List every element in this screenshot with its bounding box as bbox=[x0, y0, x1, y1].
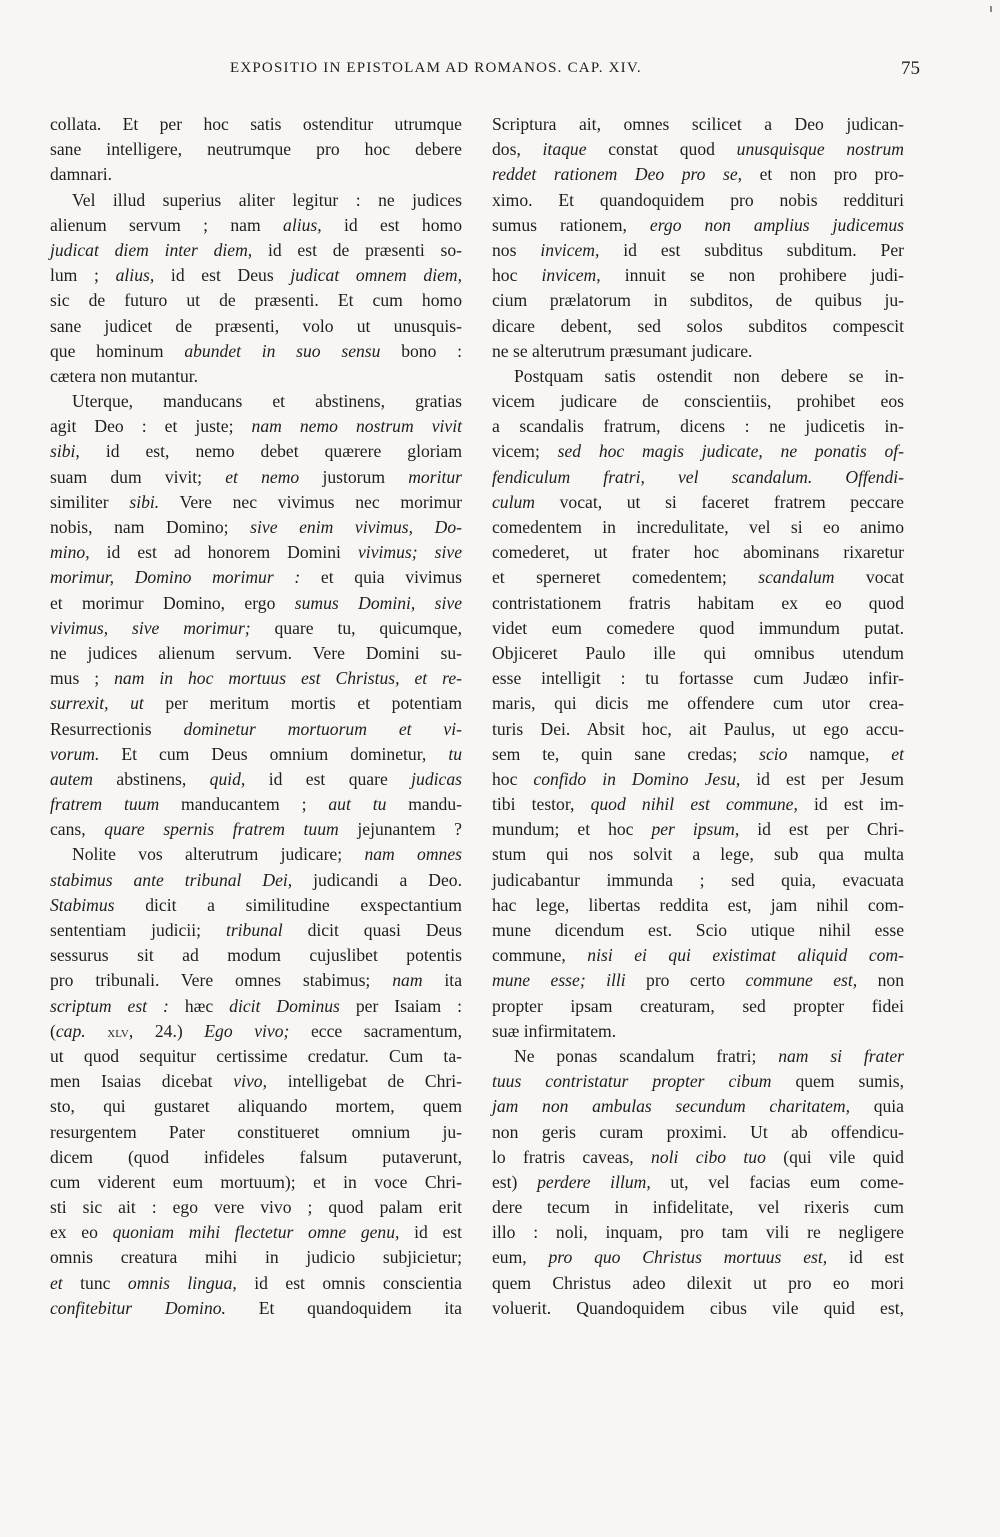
text-run: invicem, bbox=[541, 265, 601, 286]
text-line bbox=[492, 616, 904, 641]
text-run: que hominum bbox=[50, 340, 185, 361]
text-run: scio bbox=[759, 743, 788, 764]
text-run: voluerit. Quandoquidem cibus vile quid est, bbox=[492, 1297, 904, 1318]
text-run: mune esse; illi bbox=[492, 970, 626, 991]
text-line bbox=[492, 1094, 904, 1119]
text-line bbox=[492, 717, 904, 742]
text-line bbox=[492, 540, 904, 565]
text-run: ergo non amplius judicemus bbox=[649, 214, 904, 235]
text-line bbox=[50, 364, 462, 389]
text-line bbox=[492, 314, 904, 339]
text-run: dicit Dominus bbox=[229, 995, 340, 1016]
text-run: quoniam mihi flectetur omne genu, bbox=[112, 1222, 400, 1243]
text-run: innuit se non prohibere judi- bbox=[600, 265, 904, 286]
text-line bbox=[492, 1044, 904, 1069]
text-run: Nolite vos alterutrum judicare; bbox=[72, 844, 365, 865]
text-run: intelligebat de Chri- bbox=[266, 1071, 462, 1092]
text-run: ex eo bbox=[50, 1222, 113, 1243]
text-line bbox=[492, 213, 904, 238]
text-run: quem Christus adeo dilexit ut pro eo mori bbox=[492, 1272, 904, 1293]
text-run: esse intelligit : tu fortasse cum Judæo infir- bbox=[492, 668, 904, 689]
text-run: surrexit, ut bbox=[50, 693, 144, 714]
text-line bbox=[492, 868, 904, 893]
text-line bbox=[50, 1271, 462, 1296]
text-run: dicare debent, sed solos subditos compescit bbox=[492, 315, 904, 336]
text-line bbox=[492, 1220, 904, 1245]
text-run: dicit quasi Deus bbox=[282, 920, 463, 940]
text-run: noli cibo tuo bbox=[651, 1146, 766, 1167]
text-run: culum bbox=[492, 491, 535, 512]
left-text-column bbox=[50, 112, 462, 1321]
text-run: id est de præsenti so- bbox=[252, 239, 462, 260]
text-run: moritur bbox=[408, 466, 462, 487]
text-run: sem te, quin sane credas; bbox=[492, 743, 760, 764]
text-line bbox=[492, 389, 904, 414]
page-mark bbox=[990, 6, 992, 12]
text-run: Uterque, manducans et abstinens, gratias bbox=[72, 391, 462, 412]
text-run: vocat bbox=[834, 567, 904, 588]
text-run: cætera non mutantur. bbox=[50, 365, 199, 386]
text-line bbox=[492, 137, 904, 162]
text-line bbox=[50, 439, 462, 464]
text-run: nos bbox=[492, 239, 541, 260]
text-run: alienum servum ; nam bbox=[50, 214, 284, 235]
text-line bbox=[50, 1220, 462, 1245]
text-run: Stabimus bbox=[50, 894, 115, 915]
text-run: pro certo bbox=[625, 970, 746, 991]
text-run: sibi, bbox=[50, 441, 80, 462]
text-run: id est per Chri- bbox=[739, 819, 904, 840]
text-run: id est ad honorem Domini bbox=[89, 542, 358, 563]
text-run: ne judices alienum servum. Vere Domini su- bbox=[50, 642, 462, 663]
text-line bbox=[50, 1195, 462, 1220]
text-run: ne se alterutrum præsumant judicare. bbox=[492, 340, 753, 361]
text-run: fratrem tuum bbox=[50, 794, 160, 815]
text-line bbox=[492, 742, 904, 767]
text-run: tuus contristatur propter cibum bbox=[492, 1071, 772, 1092]
text-run: reddet rationem Deo pro se, bbox=[492, 164, 743, 185]
text-run: judicabantur immunda ; sed quia, evacuata bbox=[492, 869, 904, 890]
text-run: sane judicet de præsenti, volo ut unusquis- bbox=[50, 315, 462, 336]
text-run: dicit a similitudine exspectantium bbox=[114, 894, 462, 915]
text-run: sto, qui gustaret aliquando mortem, quem bbox=[50, 1096, 462, 1117]
text-run: tribunal bbox=[225, 920, 283, 940]
text-run: nam omnes bbox=[364, 844, 462, 865]
text-line bbox=[492, 112, 904, 137]
text-run: constat quod bbox=[586, 139, 737, 160]
text-run: tu bbox=[448, 743, 462, 764]
text-run: illo : noli, inquam, pro tam vili re negligere bbox=[492, 1222, 904, 1243]
text-line bbox=[492, 263, 904, 288]
text-run: Resurrectionis bbox=[50, 718, 184, 739]
text-line bbox=[492, 1170, 904, 1195]
text-run: jam non ambulas secundum charitatem, bbox=[492, 1096, 851, 1117]
text-run: sessurus sit ad modum cujuslibet potentis bbox=[50, 945, 462, 966]
text-line bbox=[50, 1245, 462, 1270]
text-line bbox=[50, 213, 462, 238]
text-run: cum viderent eum mortuum); et in voce Chri- bbox=[50, 1171, 462, 1192]
text-run: quem sumis, bbox=[771, 1071, 904, 1092]
text-run: perdere illum, bbox=[537, 1171, 651, 1192]
text-run: et nemo bbox=[225, 466, 300, 487]
text-run: per meritum mortis et potentiam bbox=[143, 693, 463, 714]
text-run: nam bbox=[392, 970, 423, 991]
text-line bbox=[50, 717, 462, 742]
text-run: fendiculum fratri, vel scandalum. Offendi- bbox=[492, 466, 904, 487]
text-run: nobis, nam Domino; bbox=[50, 517, 251, 537]
text-line bbox=[492, 968, 904, 993]
text-run: sti sic ait : ego vere vivo ; quod palam erit bbox=[50, 1197, 462, 1218]
text-line bbox=[492, 893, 904, 918]
text-run: hæc bbox=[168, 995, 230, 1016]
text-run: comederet, ut frater hoc abominans rixaretur bbox=[492, 542, 904, 563]
text-line bbox=[50, 742, 462, 767]
text-line bbox=[492, 339, 904, 364]
text-line bbox=[492, 918, 904, 943]
text-run: bono : bbox=[380, 340, 462, 361]
text-line bbox=[50, 943, 462, 968]
text-run: Ego vivo; bbox=[204, 1020, 290, 1041]
text-line bbox=[50, 314, 462, 339]
text-run: non bbox=[857, 970, 904, 991]
text-run: quia bbox=[850, 1096, 904, 1117]
text-run: ximo. Et quandoquidem pro nobis reddituri bbox=[492, 189, 904, 210]
text-line bbox=[492, 1245, 904, 1270]
text-run: ut, vel facias eum come- bbox=[650, 1171, 904, 1192]
text-run: alius, bbox=[115, 265, 155, 286]
text-line bbox=[50, 112, 462, 137]
text-run: eum, bbox=[492, 1247, 549, 1268]
text-run: et bbox=[50, 1272, 63, 1293]
text-run: quare tu, quicumque, bbox=[250, 617, 462, 638]
text-run: nam in hoc mortuus est Christus, et re- bbox=[114, 668, 462, 689]
text-line bbox=[492, 465, 904, 490]
text-line bbox=[50, 238, 462, 263]
text-line bbox=[50, 465, 462, 490]
text-line bbox=[50, 1170, 462, 1195]
text-run: scriptum est : bbox=[50, 995, 169, 1016]
text-line bbox=[492, 515, 904, 540]
text-line bbox=[492, 1195, 904, 1220]
text-run: et quia vivimus bbox=[300, 567, 462, 588]
text-run: cap. bbox=[55, 1020, 86, 1041]
text-line bbox=[50, 565, 462, 590]
text-run: unusquisque nostrum bbox=[736, 139, 905, 160]
text-run: dos, bbox=[492, 139, 543, 160]
text-run: tunc bbox=[62, 1272, 128, 1293]
text-run: sed hoc magis judicate, ne ponatis of- bbox=[557, 441, 904, 462]
text-run: judicandi a Deo. bbox=[292, 869, 462, 890]
text-line bbox=[492, 591, 904, 616]
text-run: vicem judicare de conscientiis, prohibet eos bbox=[492, 391, 904, 412]
text-run: ecce sacramentum, bbox=[289, 1020, 462, 1041]
text-run: quid, bbox=[209, 768, 246, 789]
text-run: itaque bbox=[542, 139, 587, 160]
text-run: mundum; et hoc bbox=[492, 819, 652, 840]
text-line bbox=[492, 238, 904, 263]
text-run: et bbox=[891, 743, 904, 764]
text-line bbox=[492, 792, 904, 817]
right-text-column bbox=[492, 112, 904, 1321]
running-header bbox=[230, 60, 920, 86]
text-run: cium prælatorum in subditos, de quibus ju- bbox=[492, 290, 904, 311]
text-run: justorum bbox=[299, 466, 409, 487]
text-run: nam si frater bbox=[778, 1045, 904, 1066]
text-line bbox=[50, 414, 462, 439]
text-run: sibi. bbox=[129, 491, 160, 512]
text-line bbox=[492, 1271, 904, 1296]
text-line bbox=[50, 817, 462, 842]
text-run: tibi testor, bbox=[492, 794, 591, 815]
text-line bbox=[50, 868, 462, 893]
text-run: turis Dei. Absit hoc, ait Paulus, ut ego accu- bbox=[492, 718, 904, 739]
text-run: a scandalis fratrum, dicens : ne judicetis in- bbox=[492, 416, 904, 437]
text-line bbox=[492, 414, 904, 439]
text-run: judicat omnem diem, bbox=[290, 265, 462, 286]
text-run: men Isaias dicebat bbox=[50, 1071, 234, 1092]
text-line bbox=[492, 1019, 904, 1044]
text-line bbox=[50, 691, 462, 716]
text-line bbox=[50, 994, 462, 1019]
text-line bbox=[50, 288, 462, 313]
text-run: sententiam judicii; bbox=[50, 920, 226, 940]
text-run: hoc bbox=[492, 768, 534, 789]
text-run: Objiceret Paulo ille qui omnibus utendum bbox=[492, 642, 904, 663]
text-line bbox=[492, 162, 904, 187]
text-line bbox=[50, 389, 462, 414]
text-line bbox=[50, 1120, 462, 1145]
text-run: id est quare bbox=[245, 768, 412, 789]
text-run: lo fratris caveas, bbox=[492, 1146, 652, 1167]
text-line bbox=[492, 767, 904, 792]
text-line bbox=[492, 1296, 904, 1321]
text-run: agit Deo : et juste; bbox=[50, 416, 252, 437]
text-run: contristationem fratris habitam ex eo quod bbox=[492, 592, 904, 613]
text-line bbox=[50, 1019, 462, 1044]
text-run: vicem; bbox=[492, 441, 558, 462]
text-run: id est Deus bbox=[154, 265, 291, 286]
text-run: nisi ei qui existimat aliquid com- bbox=[587, 945, 904, 966]
text-line bbox=[492, 1145, 904, 1170]
text-run: non geris curam proximi. Ut ab offendicu- bbox=[492, 1121, 904, 1142]
text-line bbox=[492, 842, 904, 867]
text-run: et non pro pro- bbox=[742, 164, 904, 185]
text-run: ( bbox=[50, 1020, 56, 1041]
text-line bbox=[50, 137, 462, 162]
text-run: sane intelligere, neutrumque pro hoc debere bbox=[50, 139, 462, 160]
text-run: judicas bbox=[411, 768, 462, 789]
text-run: confido in Domino Jesu, bbox=[533, 768, 741, 789]
text-line bbox=[50, 490, 462, 515]
running-title: EXPOSITIO IN EPISTOLAM AD ROMANOS. CAP. XIV. bbox=[230, 60, 642, 76]
text-run: collata. Et per hoc satis ostenditur utrumque bbox=[50, 114, 462, 134]
text-run: est) bbox=[492, 1171, 538, 1192]
text-line bbox=[50, 893, 462, 918]
text-run: similiter bbox=[50, 491, 130, 512]
text-line bbox=[492, 188, 904, 213]
text-run: id est per Jesum bbox=[740, 768, 904, 789]
text-line bbox=[50, 641, 462, 666]
text-run: dicem (quod infideles falsum putaverunt, bbox=[50, 1146, 462, 1167]
text-run: (qui vile quid bbox=[765, 1146, 904, 1167]
text-run: abundet in suo sensu bbox=[184, 340, 381, 361]
text-run: omnis creatura mihi in judicio subjicietur; bbox=[50, 1247, 462, 1268]
text-run: abstinens, bbox=[93, 768, 210, 789]
text-run: id est, nemo debet quærere gloriam bbox=[79, 441, 462, 462]
text-run: Postquam satis ostendit non debere se in- bbox=[514, 365, 904, 386]
text-run: vivo, bbox=[233, 1071, 267, 1092]
text-run: pro quo Christus mortuus est, bbox=[548, 1247, 828, 1268]
text-run: quare spernis fratrem tuum bbox=[104, 819, 339, 840]
text-run: et morimur Domino, ergo bbox=[50, 592, 295, 613]
text-run: damnari. bbox=[50, 164, 113, 185]
text-run: et sperneret comedentem; bbox=[492, 567, 759, 588]
text-run: stabimus ante tribunal Dei, bbox=[50, 869, 293, 890]
text-line bbox=[492, 364, 904, 389]
text-line bbox=[492, 817, 904, 842]
text-line bbox=[50, 792, 462, 817]
text-line bbox=[492, 994, 904, 1019]
text-line bbox=[492, 666, 904, 691]
text-run: cans, bbox=[50, 819, 105, 840]
text-run: id est bbox=[827, 1247, 904, 1268]
text-line bbox=[492, 1069, 904, 1094]
text-run: dere tecum in infidelitate, vel rixeris cum bbox=[492, 1197, 904, 1218]
text-run: id est im- bbox=[797, 794, 904, 815]
text-run: per ipsum, bbox=[651, 819, 740, 840]
text-run: maris, qui dicis me offendere cum utor crea- bbox=[492, 693, 904, 714]
text-line bbox=[50, 540, 462, 565]
text-line bbox=[492, 1120, 904, 1145]
text-line bbox=[492, 691, 904, 716]
text-run: commune, bbox=[492, 945, 588, 966]
text-line bbox=[492, 641, 904, 666]
text-run: , 24.) bbox=[128, 1020, 205, 1041]
text-line bbox=[50, 767, 462, 792]
text-line bbox=[492, 943, 904, 968]
text-line bbox=[492, 439, 904, 464]
text-run: sive enim vivimus, Do- bbox=[250, 517, 462, 537]
text-run: dominetur mortuorum et vi- bbox=[183, 718, 462, 739]
text-run: autem bbox=[50, 768, 93, 789]
text-run: judicat diem inter diem, bbox=[50, 239, 253, 260]
text-run: stum qui nos solvit a lege, sub qua multa bbox=[492, 844, 904, 865]
text-line bbox=[50, 616, 462, 641]
text-run bbox=[86, 1021, 108, 1041]
text-run: mino, bbox=[50, 542, 90, 563]
text-line bbox=[50, 918, 462, 943]
text-run: propter ipsam creaturam, sed propter fidei bbox=[492, 995, 904, 1016]
text-run: jejunantem ? bbox=[338, 819, 462, 840]
text-run: nam nemo nostrum vivit bbox=[251, 416, 462, 437]
text-line bbox=[50, 1145, 462, 1170]
text-run: ut quod sequitur certissime credatur. Cum ta- bbox=[50, 1045, 462, 1066]
text-run: alius, bbox=[283, 214, 322, 235]
text-line bbox=[50, 1044, 462, 1069]
text-line bbox=[492, 565, 904, 590]
text-run: hoc bbox=[492, 265, 542, 286]
text-run: mune dicendum est. Scio utique nihil esse bbox=[492, 920, 904, 940]
text-run: Et quandoquidem ita bbox=[225, 1297, 462, 1318]
text-run: videt eum comedere quod immundum putat. bbox=[492, 617, 904, 638]
text-run: Vere nec vivimus nec morimur bbox=[159, 491, 462, 512]
text-run: comedentem in incredulitate, vel si eo animo bbox=[492, 517, 904, 537]
text-run: morimur, Domino morimur : bbox=[50, 567, 301, 588]
text-line bbox=[50, 842, 462, 867]
text-line bbox=[50, 1069, 462, 1094]
page-number: 75 bbox=[901, 58, 920, 79]
text-run: omnis lingua, bbox=[127, 1272, 237, 1293]
text-line bbox=[50, 515, 462, 540]
text-line bbox=[50, 591, 462, 616]
text-run: vivimus, sive morimur; bbox=[50, 617, 251, 638]
text-run: sumus Domini, sive bbox=[294, 592, 463, 613]
text-run: mandu- bbox=[386, 794, 462, 815]
text-run: ita bbox=[422, 970, 463, 991]
text-run: per Isaiam : bbox=[339, 995, 463, 1016]
text-line bbox=[50, 188, 462, 213]
text-run: aut tu bbox=[328, 794, 387, 815]
text-run: manducantem ; bbox=[159, 794, 329, 815]
text-run: id est homo bbox=[321, 214, 462, 235]
text-run: suæ infirmitatem. bbox=[492, 1020, 617, 1041]
text-run: id est subditus subditum. Per bbox=[599, 239, 904, 260]
text-run: id est omnis conscientia bbox=[236, 1272, 462, 1293]
text-line bbox=[50, 666, 462, 691]
text-run: lum ; bbox=[50, 265, 116, 286]
text-run: Ne ponas scandalum fratri; bbox=[514, 1045, 779, 1066]
text-line bbox=[492, 288, 904, 313]
text-line bbox=[50, 968, 462, 993]
text-line bbox=[492, 490, 904, 515]
text-run: hac lege, libertas reddita est, jam nihil com- bbox=[492, 894, 904, 915]
text-run: sic de futuro ut de præsenti. Et cum homo bbox=[50, 290, 462, 311]
text-run: Scriptura ait, omnes scilicet a Deo judican- bbox=[492, 114, 904, 134]
text-line bbox=[50, 1296, 462, 1321]
text-run: pro tribunali. Vere omnes stabimus; bbox=[50, 970, 393, 991]
text-run: invicem, bbox=[540, 239, 600, 260]
text-run: vorum. bbox=[50, 743, 100, 764]
text-run: Et cum Deus omnium dominetur, bbox=[99, 743, 449, 764]
text-line bbox=[50, 1094, 462, 1119]
text-line bbox=[50, 339, 462, 364]
text-run: xlv bbox=[107, 1024, 129, 1041]
text-run: Vel illud superius aliter legitur : ne judices bbox=[72, 189, 462, 210]
text-run: confitebitur Domino. bbox=[50, 1297, 226, 1318]
text-run: mus ; bbox=[50, 668, 115, 689]
text-line bbox=[50, 162, 462, 187]
text-run: suam dum vivit; bbox=[50, 466, 226, 487]
text-run: vivimus; sive bbox=[358, 542, 462, 563]
text-run: quod nihil est commune, bbox=[590, 794, 798, 815]
text-run: id est bbox=[399, 1222, 463, 1243]
text-run: scandalum bbox=[758, 567, 835, 588]
text-run: commune est, bbox=[745, 970, 858, 991]
text-run: sumus rationem, bbox=[492, 214, 650, 235]
text-run: resurgentem Pater constitueret omnium ju- bbox=[50, 1121, 462, 1142]
text-run: vocat, ut si faceret fratrem peccare bbox=[535, 491, 904, 512]
text-run: namque, bbox=[787, 743, 892, 764]
text-line bbox=[50, 263, 462, 288]
